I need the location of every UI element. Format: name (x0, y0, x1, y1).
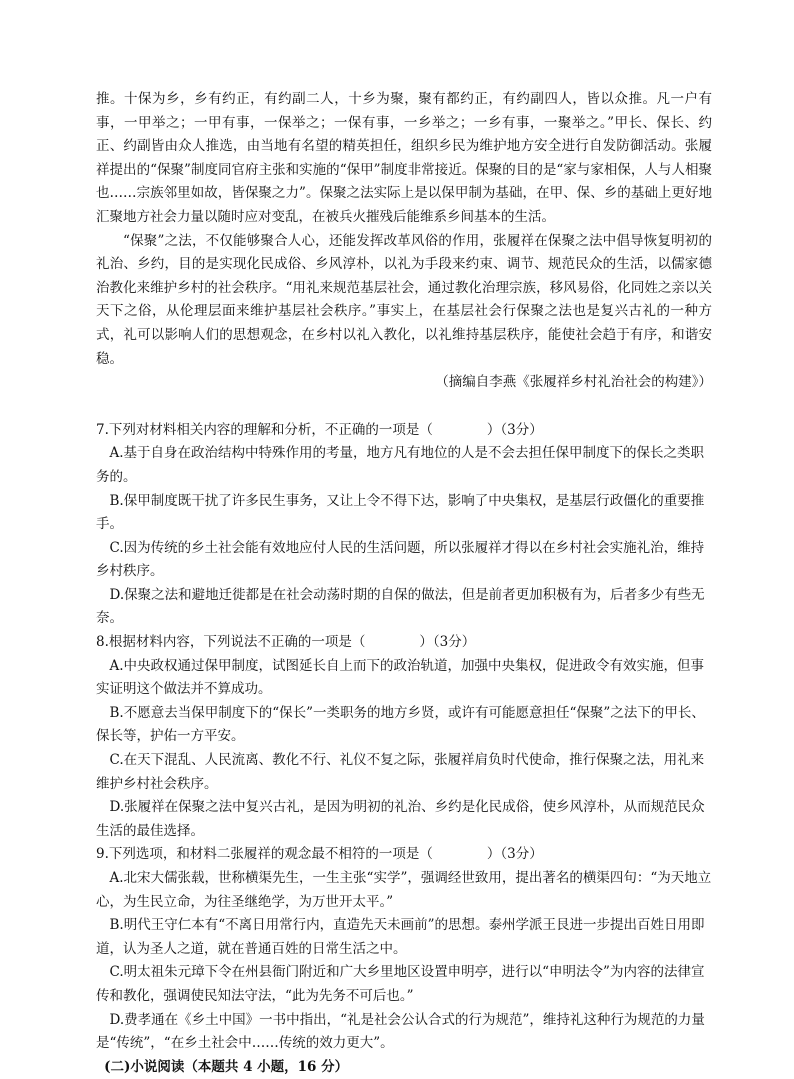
passage-paragraph-2: “保聚”之法，不仅能够聚合人心，还能发挥改革风俗的作用，张履祥在保聚之法中倡导恢复明初的礼治、乡约，目的是实现化民成俗、乡风淳朴，以礼为手段来约束、调节、规范民众的生活，以儒家德治教化来维护乡村的社会秩序。“用礼来规范基层社会，通过教化治理宗族，移风易俗，化同姓之亲以关天下之俗，从伦理层面来维护基层社会秩序。”事实上，在基层社会行保聚之法也是复兴古礼的一种方式，礼可以影响人们的思想观念，在乡村以礼入教化，以礼维持基层秩序，能使社会趋于有序，和谐安稳。 (96, 232, 712, 367)
question-9-option-c: C.明太祖朱元璋下令在州县衙门附近和广大乡里地区设置申明亭，进行以“申明法令”为内容的法律宣传和教化，强调使民知法守法，“此为先务不可后也。” (96, 964, 705, 1004)
question-8-stem: 8.根据材料内容，下列说法不正确的一项是（ ）（3分） (96, 634, 476, 651)
question-8-option-c: C.在天下混乱、人民流离、教化不行、礼仪不复之际，张履祥肩负时代使命，推行保聚之法，用礼来维护乡村社会秩序。 (96, 752, 705, 792)
question-9-option-a: A.北宋大儒张载，世称横渠先生，一生主张“实学”，强调经世致用，提出著名的横渠四句：“为天地立心，为生民立命，为往圣继绝学，为万世开太平。” (96, 870, 712, 910)
question-7-option-a: A.基于自身在政治结构中特殊作用的考量，地方凡有地位的人是不会去担任保甲制度下的保长之类职务的。 (96, 445, 705, 485)
question-7-option-c: C.因为传统的乡土社会能有效地应付人民的生活问题，所以张履祥才得以在乡村社会实施礼治，维持乡村秩序。 (96, 539, 705, 580)
question-8-option-b: B.不愿意去当保甲制度下的“保长”一类职务的地方乡贤，或许有可能愿意担任“保聚”之法下的甲长、保长等，护佑一方平安。 (96, 704, 705, 745)
question-8-option-a: A.中央政权通过保甲制度，试图延长自上而下的政治轨道，加强中央集权，促进政令有效实施，但事实证明这个做法并不算成功。 (96, 657, 705, 698)
question-7-stem: 7.下列对材料相关内容的理解和分析，不正确的一项是（ ）（3分） (96, 421, 543, 438)
question-9 (96, 843, 712, 1055)
page-content (96, 88, 712, 1079)
question-8 (96, 631, 712, 843)
question-7-option-d: D.保聚之法和避地迁徙都是在社会动荡时期的自保的做法，但是前者更加积极有为，后者多少有些无奈。 (96, 586, 705, 627)
question-7 (96, 419, 712, 631)
passage-source: （摘编自李燕《张履祥乡村礼治社会的构建》） (435, 374, 712, 391)
passage-paragraph-1: 推。十保为乡，乡有约正，有约副二人，十乡为聚，聚有都约正，有约副四人，皆以众推。凡一户有事，一甲举之；一甲有事，一保举之；一保有事，一乡举之；一乡有事，一聚举之。”甲长、保长、约正、约副皆由众人推选，由当地有名望的精英担任，组织乡民为维护地方安全进行自发防御活动。张履祥提出的“保聚”制度同官府主张和实施的“保甲”制度非常接近。保聚的目的是“家与家相保，人与人相聚也……宗族邻里如故，皆保聚之力”。保聚之法实际上是以保甲制为基础，在甲、保、乡的基础上更好地汇聚地方社会力量以随时应对变乱，在被兵火摧残后能维系乡间基本的生活。 (96, 91, 712, 225)
spacer (96, 395, 712, 419)
question-8-option-d: D.张履祥在保聚之法中复兴古礼，是因为明初的礼治、乡约是化民成俗，使乡风淳朴，从而规范民众生活的最佳选择。 (96, 799, 705, 839)
section-2-title: (二)小说阅读（本题共 4 小题，16 分） (104, 1058, 349, 1075)
question-9-stem: 9.下列选项，和材料二张履祥的观念最不相符的一项是（ ）（3分） (96, 846, 543, 863)
question-9-option-b: B.明代王守仁本有“不离日用常行内，直造先天未画前”的思想。泰州学派王艮进一步提出百姓日用即道，认为圣人之道，就在普通百姓的日常生活之中。 (96, 917, 705, 957)
question-7-option-b: B.保甲制度既干扰了许多民生事务，又让上令不得下达，影响了中央集权，是基层行政僵化的重要推手。 (96, 492, 705, 533)
question-9-option-d: D.费孝通在《乡土中国》一书中指出，“礼是社会公认合式的行为规范”，维持礼这种行为规范的力量是“传统”，“在乡土社会中……传统的效力更大”。 (96, 1011, 705, 1052)
